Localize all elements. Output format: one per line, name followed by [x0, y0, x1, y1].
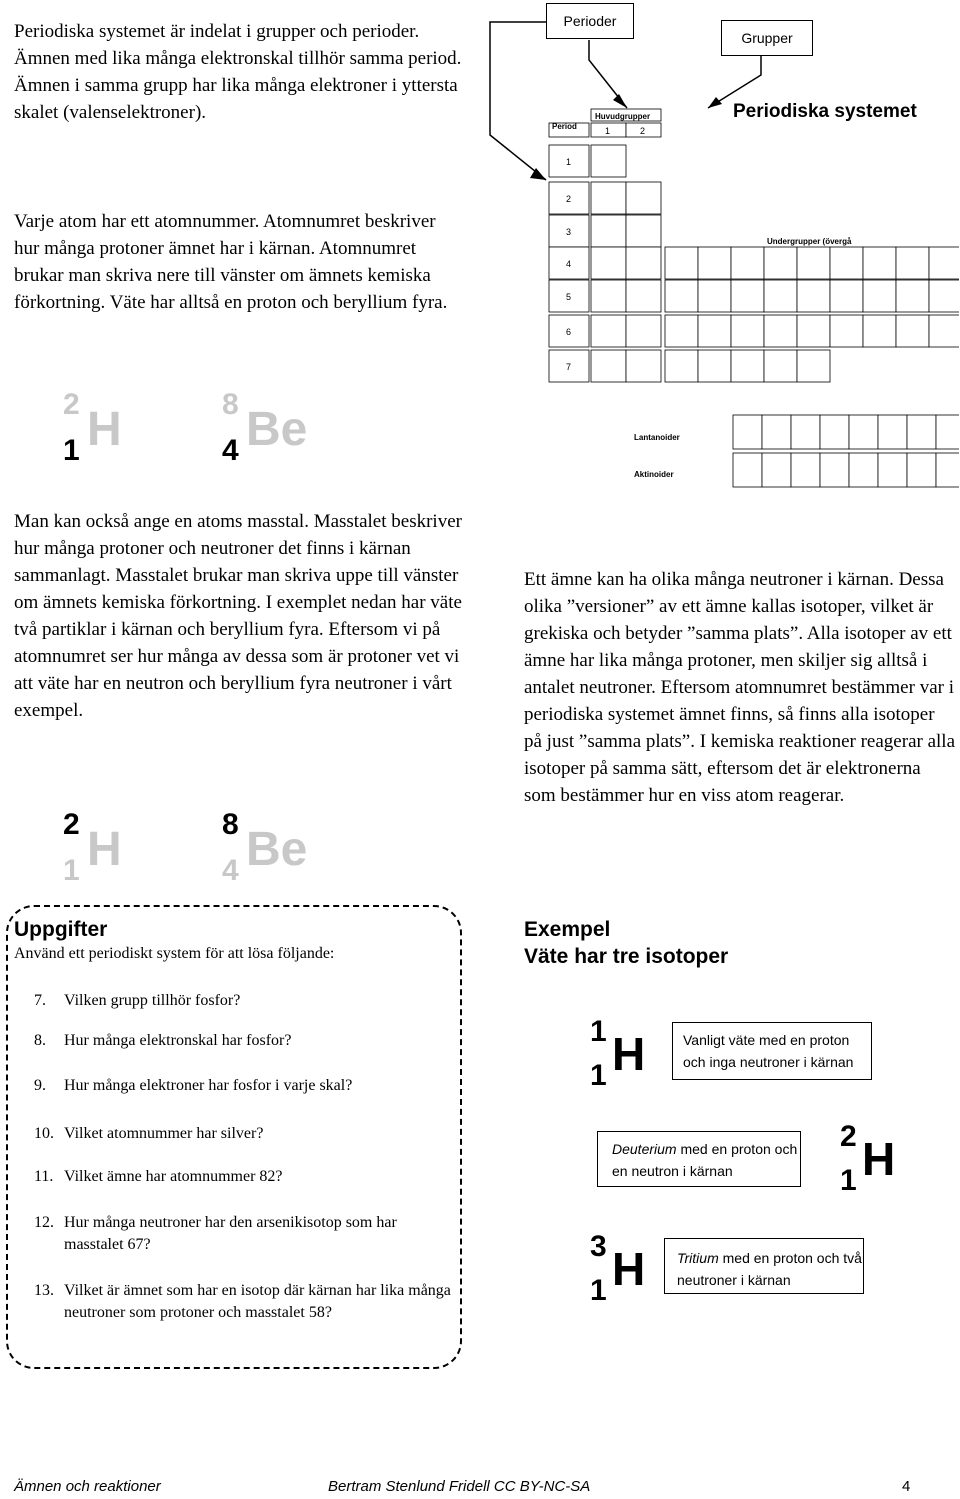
ptable-period-number: 3: [566, 227, 572, 237]
isotope3-element: H: [612, 1243, 646, 1295]
ptable-actinides: Aktinoider: [634, 470, 674, 479]
ptable-element-cell: [626, 280, 661, 312]
ptable-element-cell: [665, 247, 698, 279]
example1-be-symbol: Be: [246, 403, 308, 456]
isotope2-symbol: [840, 1120, 920, 1205]
ptable-element-cell: [896, 315, 929, 347]
isotope2-desc: med en proton och en neutron i kärnan: [612, 1141, 798, 1179]
isotope3-number: 1: [590, 1274, 607, 1307]
ptable-element-cell: [733, 453, 762, 487]
isotope3-callout: [664, 1238, 864, 1294]
isotope2-callout: [597, 1131, 801, 1187]
isotope1-desc: Vanligt väte med en proton och inga neutroner i kärnan: [683, 1032, 854, 1070]
ptable-element-cell: [878, 415, 907, 449]
ptable-element-cell: [591, 182, 626, 214]
example2-h-number: 1: [63, 854, 80, 887]
ptable-period-number: 1: [566, 157, 572, 167]
isotope2-number: 1: [840, 1164, 857, 1197]
ptable-element-cell: [820, 415, 849, 449]
example2-be-number: 4: [222, 854, 239, 887]
ptable-element-cell: [936, 415, 959, 449]
ptable-element-cell: [698, 315, 731, 347]
ptable-element-cell: [764, 315, 797, 347]
ptable-element-cell: [626, 350, 661, 382]
ptable-element-cell: [791, 415, 820, 449]
isotope2-element: H: [862, 1133, 896, 1185]
isotope3-name: Tritium: [677, 1250, 719, 1266]
ptable-group-number: 1: [605, 126, 611, 136]
task-text: Vilket är ämnet som har en isotop där kärnan har lika många neutroner som protoner och masstalet 58?: [64, 1282, 451, 1321]
periods-label-text: Perioder: [563, 13, 617, 29]
isotope-text: Ett ämne kan ha olika många neutroner i kärnan. Dessa olika ”versioner” av ett ämne kallas isotoper, vilket är grekiska och betyder ”samma plats”. Alla isotoper av ett ämne har lika många protoner, men skiljer sig alltså i antalet neutroner. Eftersom atomnumret bestämmer var i periodiska systemet ämnet finns, så finns alla isotoper på just ”samma plats”. I kemiska reaktioner reagerar alla isotoper på samma sätt, eftersom det är elektronerna som bestämmer hur en viss atom reagerar.: [524, 569, 955, 806]
task-text: Vilket atomnummer har silver?: [64, 1125, 264, 1142]
example2-h-mass: 2: [63, 808, 80, 841]
example1-be-mass: 8: [222, 388, 239, 421]
ptable-period: Period: [552, 122, 577, 131]
footer-left: Ämnen och reaktioner: [14, 1478, 161, 1495]
ptable-period-number: 2: [566, 194, 572, 204]
ptable-element-cell: [698, 280, 731, 312]
ptable-element-cell: [591, 215, 626, 247]
ptable-element-cell: [797, 247, 830, 279]
ptable-element-cell: [791, 453, 820, 487]
ptable-element-cell: [665, 350, 698, 382]
example1-h-symbol: H: [87, 403, 122, 456]
ptable-element-cell: [733, 415, 762, 449]
ptable-element-cell: [863, 315, 896, 347]
ptable-element-cell: [830, 280, 863, 312]
ptable-element-cell: [878, 453, 907, 487]
ptable-element-cell: [849, 453, 878, 487]
ptable-period-number: 4: [566, 259, 572, 269]
task-number: 13.: [34, 1282, 54, 1299]
ptable-element-cell: [849, 415, 878, 449]
ptable-element-cell: [698, 350, 731, 382]
ptable-element-cell: [626, 182, 661, 214]
task-number: 9.: [34, 1077, 46, 1094]
task-text: Vilket ämne har atomnummer 82?: [64, 1168, 283, 1185]
atomic-number-text: Varje atom har ett atomnummer. Atomnumret beskriver hur många protoner ämnet har i kärnan. Atomnumret brukar man skriva nere till vänster om ämnets kemiska förkortning. Väte har alltså en proton och beryllium fyra.: [14, 211, 448, 313]
isotope2-name: Deuterium: [612, 1141, 677, 1157]
ptable-element-cell: [731, 350, 764, 382]
example-heading: Exempel: [524, 918, 611, 941]
ptable-element-cell: [929, 280, 959, 312]
ptable-element-cell: [591, 280, 626, 312]
isotope1-element: H: [612, 1028, 646, 1080]
example-subheading: Väte har tre isotoper: [524, 945, 729, 968]
ptable-element-cell: [731, 247, 764, 279]
ptable-lanthanides: Lantanoider: [634, 433, 680, 442]
ptable-element-cell: [698, 247, 731, 279]
isotope1-number: 1: [590, 1059, 607, 1092]
ptable-element-cell: [797, 315, 830, 347]
example2-h-symbol: H: [87, 823, 122, 876]
isotope2-mass: 2: [840, 1120, 857, 1153]
ptable-element-cell: [896, 247, 929, 279]
ptable-element-cell: [591, 315, 626, 347]
footer-center: Bertram Stenlund Fridell CC BY-NC-SA: [328, 1478, 591, 1495]
ptable-element-cell: [797, 280, 830, 312]
ptable-element-cell: [591, 350, 626, 382]
periodic-table-image: [547, 95, 959, 495]
isotope-paragraph: [524, 566, 956, 809]
ptable-element-cell: [764, 350, 797, 382]
task-text: Hur många elektronskal har fosfor?: [64, 1032, 292, 1049]
ptable-element-cell: [591, 145, 626, 177]
ptable-element-cell: [907, 415, 936, 449]
mass-number-text: Man kan också ange en atoms masstal. Masstalet beskriver hur många protoner och neutroner det finns i kärnan sammanlagt. Masstalet brukar man skriva uppe till vänster om ämnets kemiska förkortning. I exemplet nedan har väte två partiklar i kärnan och beryllium fyra. Eftersom vi på atomnumret ser hur många av dessa som är protoner vet vi att väte har en neutron och beryllium fyra neutroner i vårt exempel.: [14, 511, 462, 721]
isotope1-callout: [672, 1022, 872, 1080]
ptable-element-cell: [665, 280, 698, 312]
ptable-element-cell: [797, 350, 830, 382]
ptable-element-cell: [764, 247, 797, 279]
ptable-element-cell: [762, 415, 791, 449]
task-text: Hur många neutroner har den arsenikisotop som har masstalet 67?: [64, 1214, 397, 1253]
ptable-element-cell: [591, 247, 626, 279]
task-number: 7.: [34, 992, 46, 1009]
ptable-element-cell: [665, 315, 698, 347]
ptable-element-cell: [830, 315, 863, 347]
groups-label: [721, 20, 813, 56]
ptable-element-cell: [762, 453, 791, 487]
ptable-group-number: 2: [640, 126, 646, 136]
groups-label-text: Grupper: [741, 30, 793, 46]
ptable-element-cell: [830, 247, 863, 279]
task-number: 11.: [34, 1168, 54, 1185]
example2-be-symbol: Be: [246, 823, 308, 876]
ptable-element-cell: [731, 315, 764, 347]
ptable-subgroups: Undergrupper (övergå: [767, 237, 852, 246]
ptable-element-cell: [863, 247, 896, 279]
isotope3-symbol: [590, 1230, 670, 1315]
isotope1-symbol: [590, 1015, 670, 1100]
example2-be-mass: 8: [222, 808, 239, 841]
ptable-period-number: 6: [566, 327, 572, 337]
ptable-element-cell: [907, 453, 936, 487]
task-text: Vilken grupp tillhör fosfor?: [64, 992, 241, 1009]
ptable-period-number: 5: [566, 292, 572, 302]
footer-page: 4: [902, 1478, 911, 1495]
example1-h-mass: 2: [63, 388, 80, 421]
ptable-element-cell: [896, 280, 929, 312]
intro-text: Periodiska systemet är indelat i grupper och perioder. Ämnen med lika många elektronskal tillhör samma period. Ämnen i samma grupp har lika många elektroner i yttersta skalet (valenselektroner).: [14, 21, 462, 123]
ptable-element-cell: [626, 315, 661, 347]
ptable-element-cell: [626, 247, 661, 279]
isotope3-mass: 3: [590, 1230, 607, 1263]
example1-h-number: 1: [63, 434, 80, 467]
ptable-main-groups: Huvudgrupper: [595, 112, 651, 121]
isotope1-mass: 1: [590, 1015, 607, 1048]
task-number: 12.: [34, 1214, 54, 1231]
task-list: [34, 0, 464, 1400]
task-number: 8.: [34, 1032, 46, 1049]
task-text: Hur många elektroner har fosfor i varje skal?: [64, 1077, 353, 1094]
periods-label: [546, 3, 634, 39]
example1-be-number: 4: [222, 434, 239, 467]
ptable-element-cell: [820, 453, 849, 487]
ptable-element-cell: [731, 280, 764, 312]
ptable-title: Periodiska systemet: [733, 101, 917, 122]
ptable-element-cell: [929, 247, 959, 279]
ptable-element-cell: [863, 280, 896, 312]
ptable-element-cell: [626, 215, 661, 247]
task-number: 10.: [34, 1125, 54, 1142]
ptable-period-number: 7: [566, 362, 572, 372]
tasks-heading: Uppgifter: [14, 918, 108, 941]
tasks-intro: Använd ett periodiskt system för att lösa följande:: [14, 945, 335, 962]
ptable-element-cell: [764, 280, 797, 312]
ptable-element-cell: [936, 453, 959, 487]
ptable-element-cell: [929, 315, 959, 347]
isotope3-desc: med en proton och två neutroner i kärnan: [677, 1250, 862, 1288]
